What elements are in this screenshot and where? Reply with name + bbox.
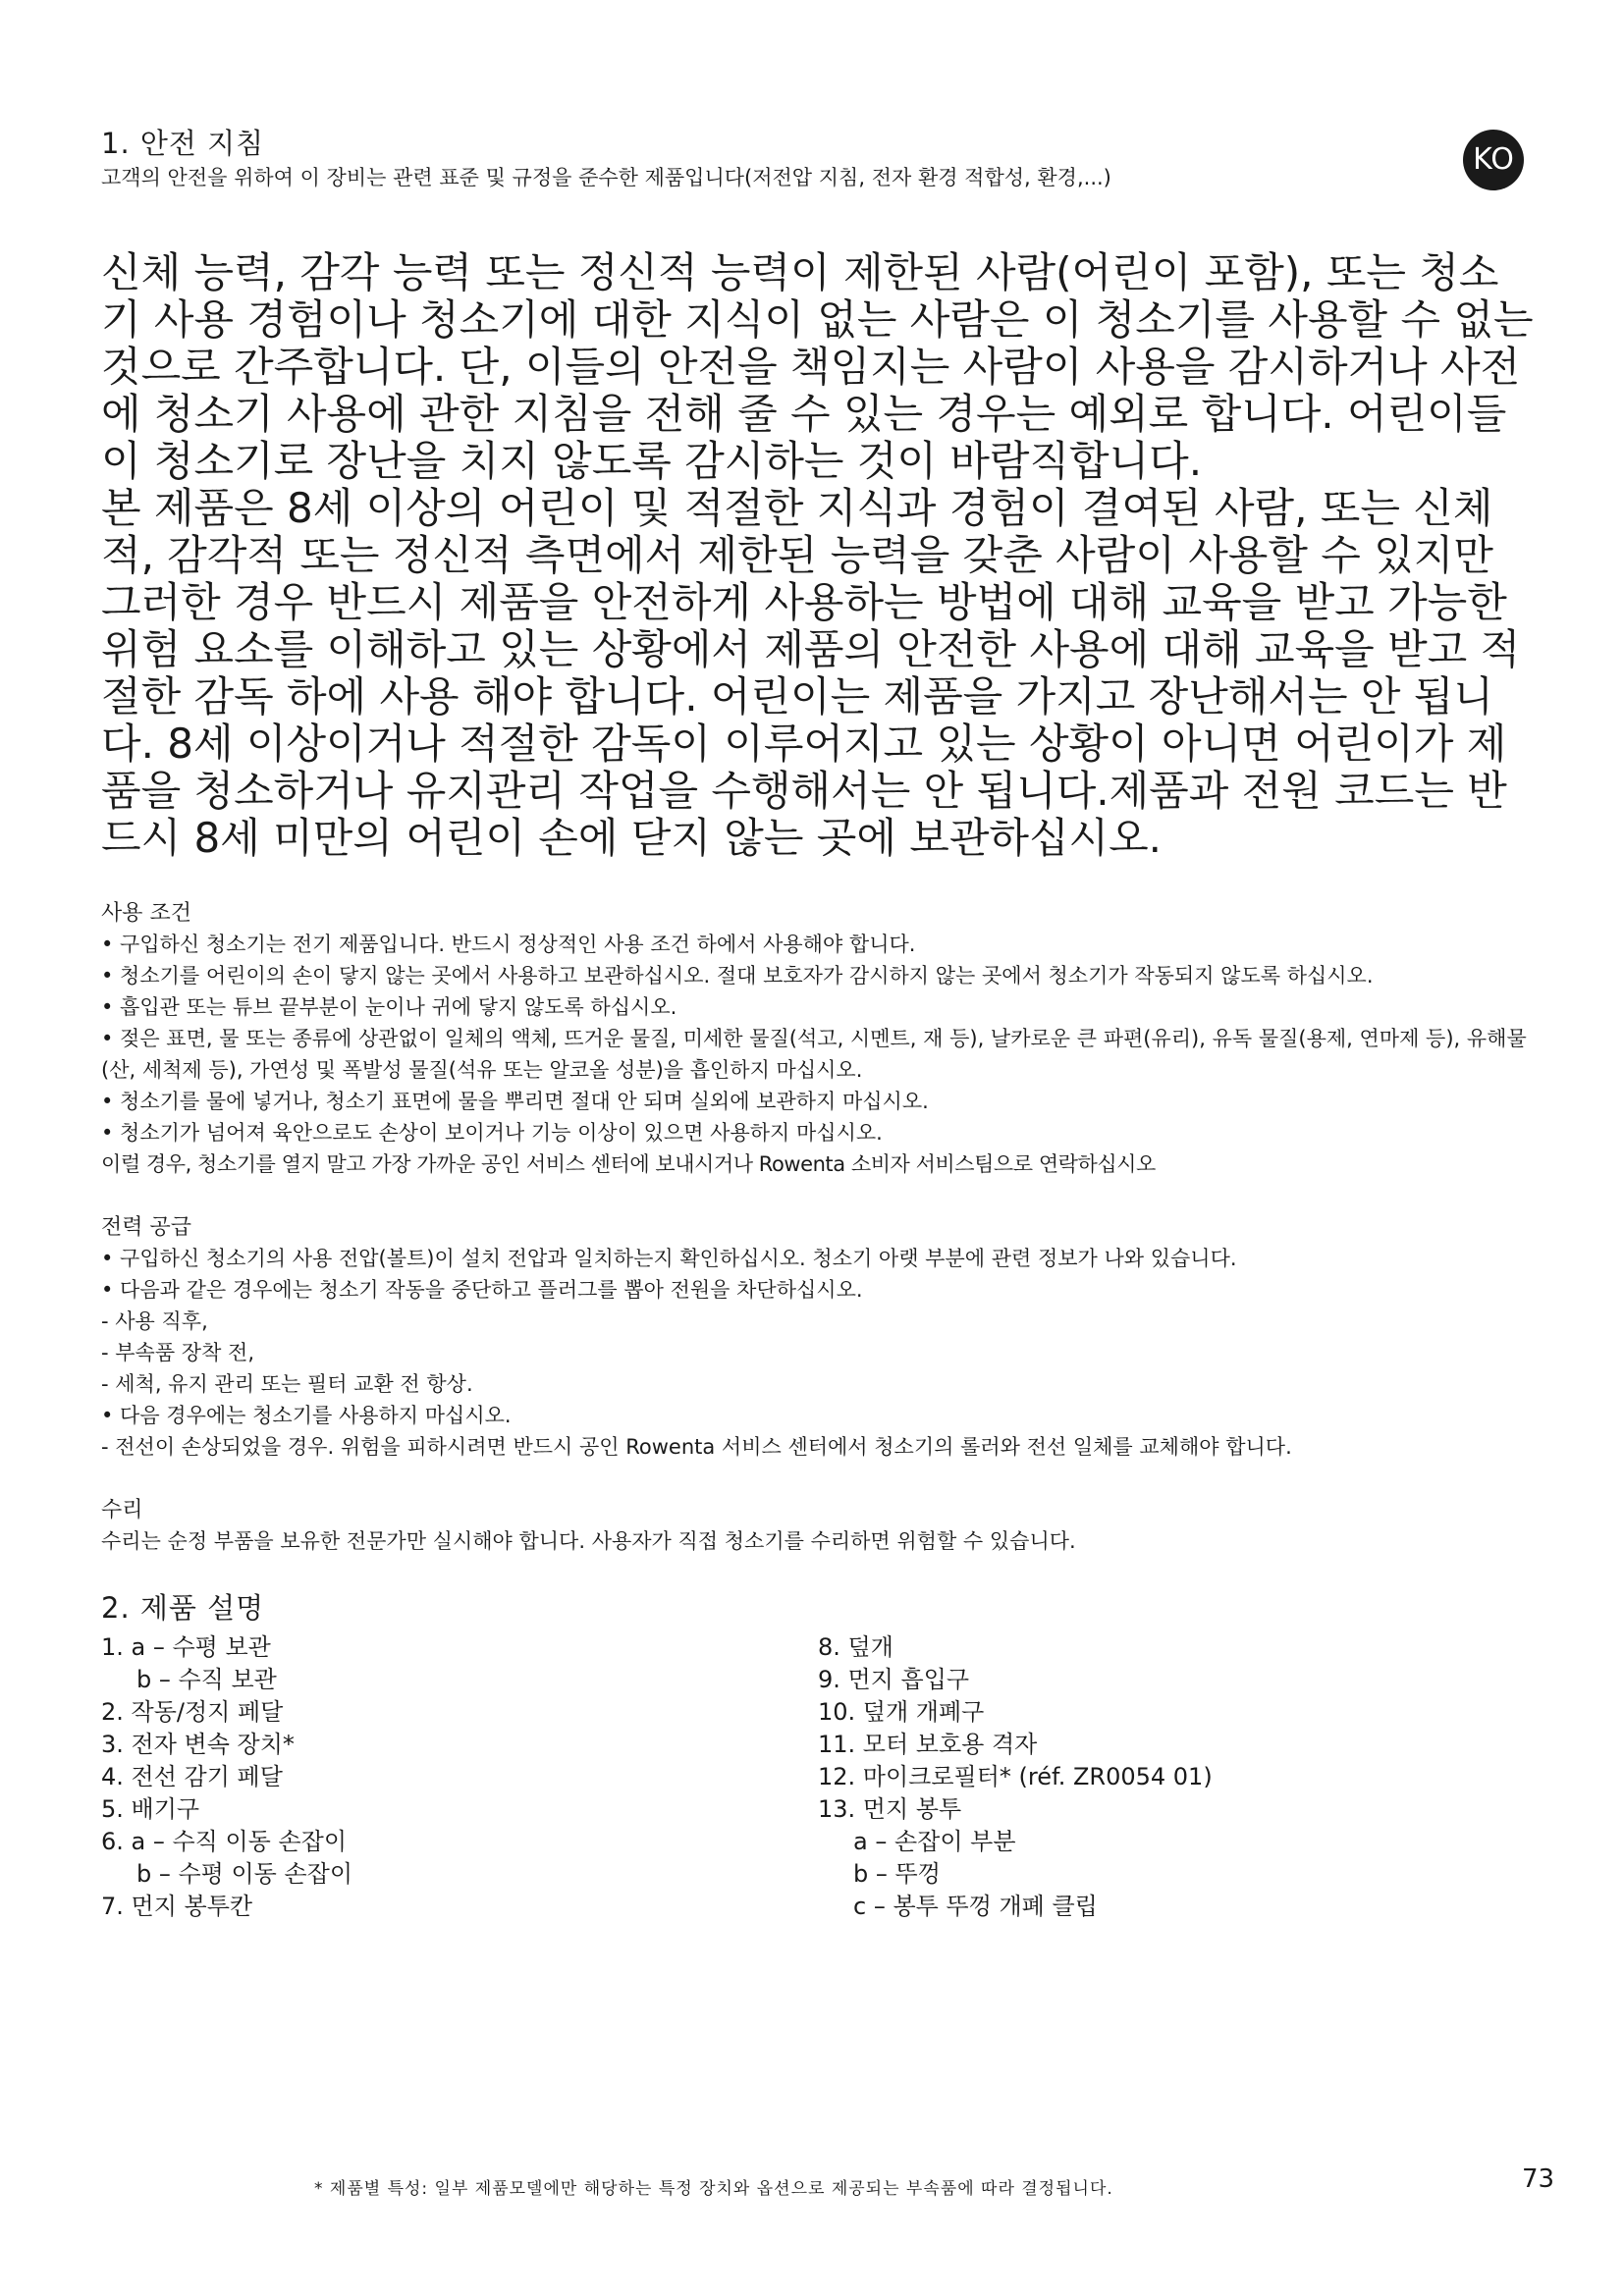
part-item: c – 봉투 뚜껑 개폐 클립 [853,1893,1098,1920]
part-item: b – 수직 보관 [136,1666,277,1693]
footnote: * 제품별 특성: 일부 제품모델에만 해당하는 특정 장치와 옵션으로 제공되는 부속품에 따라 결정됩니다. [314,2179,1113,2199]
part-item: 8. 덮개 [818,1633,893,1661]
part-item: b – 수평 이동 손잡이 [136,1860,353,1888]
section-1-title: 1. 안전 지침 [101,127,265,160]
part-item: 5. 배기구 [101,1795,200,1823]
part-item: a – 손잡이 부분 [853,1828,1016,1855]
part-item: 3. 전자 변속 장치* [101,1731,295,1758]
part-item: 7. 먼지 봉투칸 [101,1893,253,1920]
power-line: - 전선이 손상되었을 경우. 위험을 피하시려면 반드시 공인 Rowenta 서비스 센터에서 청소기의 롤러와 전선 일체를 교체해야 합니다. [101,1435,1292,1459]
usage-line: 이럴 경우, 청소기를 열지 말고 가장 가까운 공인 서비스 센터에 보내시거나 Rowenta 소비자 서비스팀으로 연락하십시오 [101,1152,1156,1176]
usage-line: • 젖은 표면, 물 또는 종류에 상관없이 일체의 액체, 뜨거운 물질, 미세한 물질(석고, 시멘트, 재 등), 날카로운 큰 파편(유리), 유독 물질(용제, 연마제 등), 유해물(산, 세척제 등), 가연성 및 폭발성 물질(석유 또는 알코올 성분)을 흡인하지 마십시오. [101,1027,1527,1082]
part-item: 9. 먼지 흡입구 [818,1666,970,1693]
repair-title: 수리 [101,1498,143,1522]
warning-paragraph: 신체 능력, 감각 능력 또는 정신적 능력이 제한된 사람(어린이 포함), 또는 청소기 사용 경험이나 청소기에 대한 지식이 없는 사람은 이 청소기를 사용할 수 없는 것으로 간주합니다. 단, 이들의 안전을 책임지는 사람이 사용을 감시하거나 사전에 청소기 사용에 관한 지침을 전해 줄 수 있는 경우는 예외로 합니다. 어린이들이 청소기로 장난을 치지 않도록 감시하는 것이 바람직합니다. [101,248,1534,485]
part-item: b – 뚜껑 [853,1860,941,1888]
repair-text [101,1525,1574,1557]
power-text [101,1243,1574,1463]
power-line: • 다음과 같은 경우에는 청소기 작동을 중단하고 플러그를 뽑아 전원을 차단하십시오. [101,1278,863,1302]
safety-warning [101,249,1535,862]
power-line: - 부속품 장착 전, [101,1341,254,1364]
parts-column-left [101,1631,818,1923]
section-1-intro: 고객의 안전을 위하여 이 장비는 관련 표준 및 규정을 준수한 제품입니다(저전압 지침, 전자 환경 적합성, 환경,...) [101,166,1111,189]
usage-line: • 청소기를 어린이의 손이 닿지 않는 곳에서 사용하고 보관하십시오. 절대 보호자가 감시하지 않는 곳에서 청소기가 작동되지 않도록 하십시오. [101,964,1374,988]
part-item: 2. 작동/정지 페달 [101,1698,284,1726]
part-item: 11. 모터 보호용 격자 [818,1731,1038,1758]
power-line: • 다음 경우에는 청소기를 사용하지 마십시오. [101,1404,512,1427]
page-number: 73 [1522,2164,1555,2194]
repair-line: 수리는 순정 부품을 보유한 전문가만 실시해야 합니다. 사용자가 직접 청소기를 수리하면 위험할 수 있습니다. [101,1529,1076,1553]
page-content [101,126,1535,1923]
power-line: - 사용 직후, [101,1309,208,1333]
usage-line: • 구입하신 청소기는 전기 제품입니다. 반드시 정상적인 사용 조건 하에서 사용해야 합니다. [101,933,916,956]
part-item: 13. 먼지 봉투 [818,1795,962,1823]
power-section [101,1213,1535,1463]
power-line: • 구입하신 청소기의 사용 전압(볼트)이 설치 전압과 일치하는지 확인하십시오. 청소기 아랫 부분에 관련 정보가 나와 있습니다. [101,1247,1237,1270]
part-item: 12. 마이크로필터* (réf. ZR0054 01) [818,1763,1213,1790]
usage-section [101,899,1535,1180]
section-2-title: 2. 제품 설명 [101,1591,265,1625]
warning-paragraph: 본 제품은 8세 이상의 어린이 및 적절한 지식과 경험이 결여된 사람, 또는 신체적, 감각적 또는 정신적 측면에서 제한된 능력을 갖춘 사람이 사용할 수 있지만 그러한 경우 반드시 제품을 안전하게 사용하는 방법에 대해 교육을 받고 가능한 위험 요소를 이해하고 있는 상황에서 제품의 안전한 사용에 대해 교육을 받고 적절한 감독 하에 사용 해야 합니다. 어린이는 제품을 가지고 장난해서는 안 됩니다. 8세 이상이거나 적절한 감독이 이루어지고 있는 상황이 아니면 어린이가 제품을 청소하거나 유지관리 작업을 수행해서는 안 됩니다.제품과 전원 코드는 반드시 8세 미만의 어린이 손에 닫지 않는 곳에 보관하십시오. [101,484,1521,862]
usage-line: • 청소기가 넘어져 육안으로도 손상이 보이거나 기능 이상이 있으면 사용하지 마십시오. [101,1121,883,1145]
part-item: 10. 덮개 개폐구 [818,1698,985,1726]
usage-text [101,929,1574,1180]
usage-line: • 청소기를 물에 넣거나, 청소기 표면에 물을 뿌리면 절대 안 되며 실외에 보관하지 마십시오. [101,1090,929,1113]
parts-column-right [818,1631,1535,1923]
usage-title: 사용 조건 [101,901,192,926]
language-badge: KO [1463,130,1524,190]
usage-line: • 흡입관 또는 튜브 끝부분이 눈이나 귀에 닿지 않도록 하십시오. [101,995,677,1019]
part-item: 6. a – 수직 이동 손잡이 [101,1828,348,1855]
power-title: 전력 공급 [101,1215,192,1240]
power-line: - 세척, 유지 관리 또는 필터 교환 전 항상. [101,1372,473,1396]
repair-section [101,1496,1535,1557]
part-item: 1. a – 수평 보관 [101,1633,271,1661]
part-item: 4. 전선 감기 페달 [101,1763,283,1790]
parts-list [101,1631,1535,1923]
